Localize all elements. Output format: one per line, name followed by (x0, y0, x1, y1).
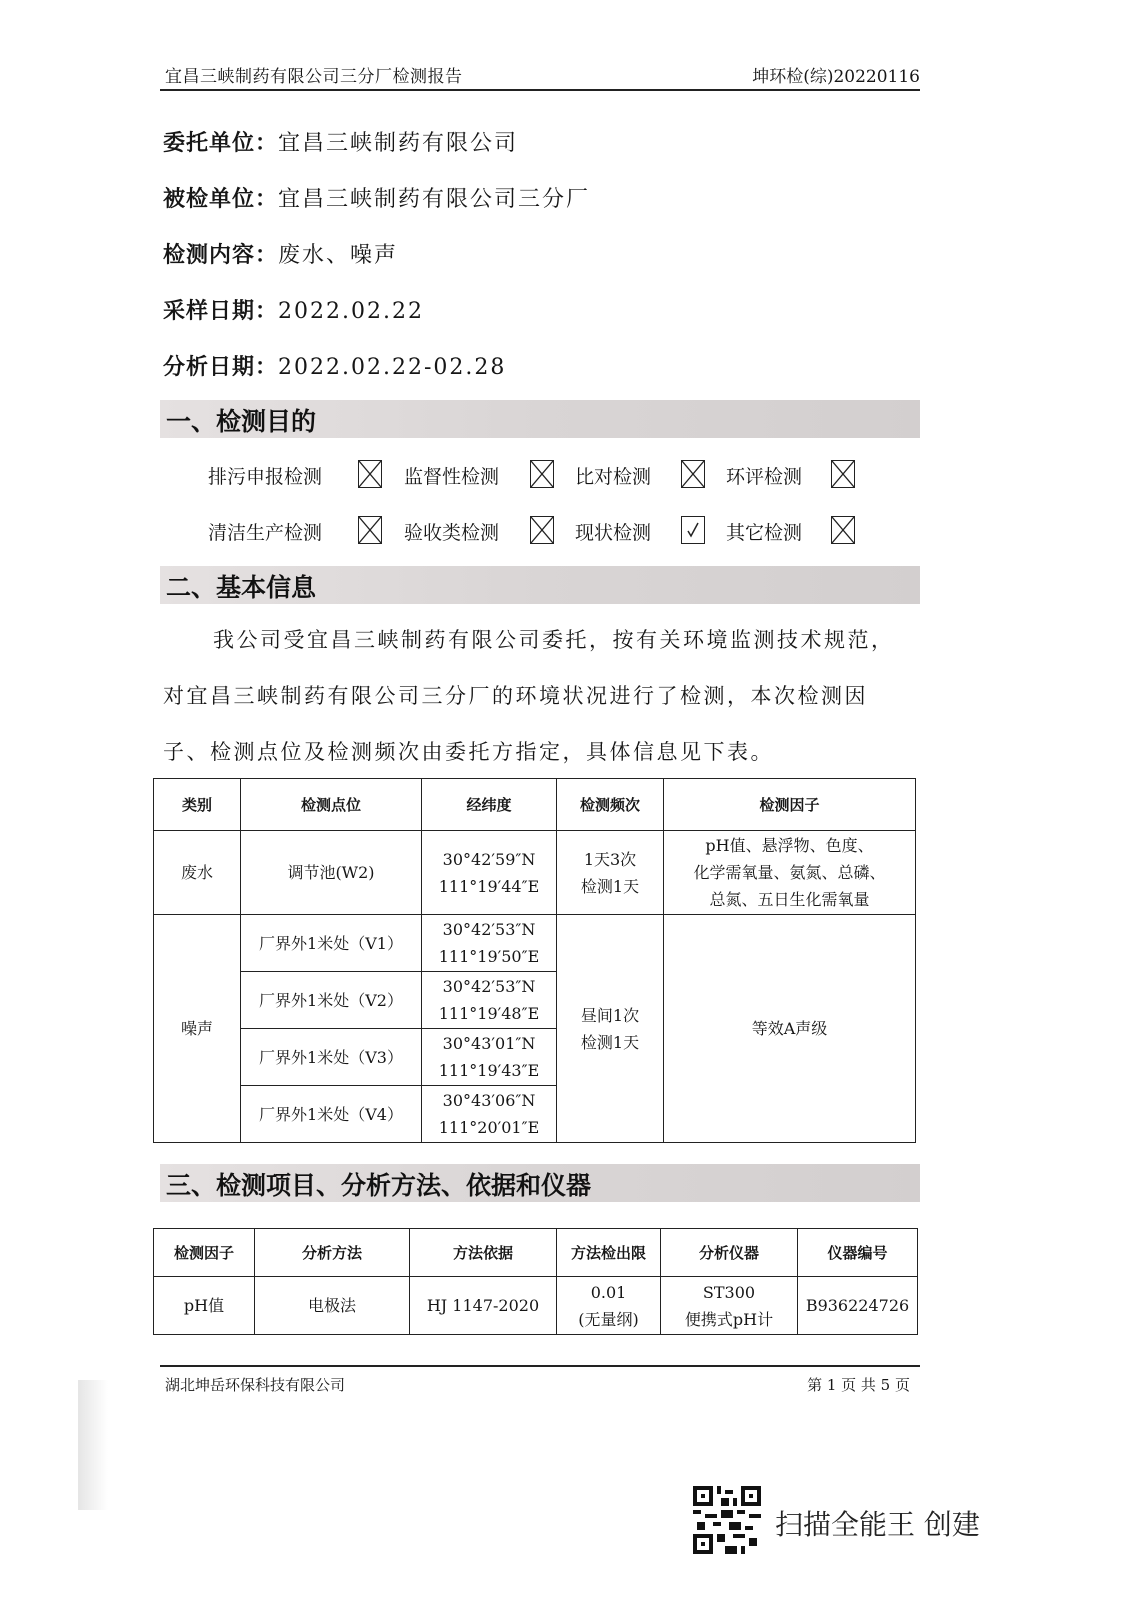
site-cell: 厂界外1米处（V2） (241, 972, 422, 1029)
site-cell: 厂界外1米处（V4） (241, 1086, 422, 1143)
col-instrument: 分析仪器 (661, 1229, 798, 1277)
checkbox-checked-icon[interactable] (681, 516, 705, 544)
purpose-item: 现状检测 (575, 522, 652, 544)
section-2-heading: 二、基本信息 (160, 566, 920, 604)
table-row (154, 831, 916, 915)
purpose-item: 排污申报检测 (208, 466, 323, 488)
coord-cell: 30°42′53″N 111°19′50″E (422, 915, 557, 972)
site-cell: 厂界外1米处（V1） (241, 915, 422, 972)
coord-cell: 30°43′06″N 111°20′01″E (422, 1086, 557, 1143)
footer-company: 湖北坤岳环保科技有限公司 (165, 1376, 346, 1394)
basis-cell: HJ 1147-2020 (410, 1277, 557, 1335)
section-3-heading: 三、检测项目、分析方法、依据和仪器 (160, 1164, 920, 1202)
section-1-heading: 一、检测目的 (160, 400, 920, 438)
category-cell: 噪声 (154, 915, 241, 1143)
site-cell: 厂界外1米处（V3） (241, 1029, 422, 1086)
col-factor: 检测因子 (154, 1229, 255, 1277)
instrument-no-cell: B936224726 (798, 1277, 918, 1335)
coord-cell: 30°43′01″N 111°19′43″E (422, 1029, 557, 1086)
checkbox-crossed-icon[interactable] (358, 516, 382, 544)
purpose-item: 环评检测 (726, 466, 803, 488)
limit-cell: 0.01 (无量纲) (557, 1277, 661, 1335)
frequency-cell: 1天3次 检测1天 (557, 831, 664, 915)
qr-code-icon (693, 1486, 761, 1554)
purpose-item: 监督性检测 (404, 466, 500, 488)
col-basis: 方法依据 (410, 1229, 557, 1277)
scan-shadow (78, 1380, 108, 1510)
frequency-cell: 昼间1次 检测1天 (557, 915, 664, 1143)
checkbox-crossed-icon[interactable] (530, 460, 554, 488)
table-header-row (154, 779, 916, 831)
purpose-item: 其它检测 (726, 522, 803, 544)
info-client: 委托单位：宜昌三峡制药有限公司 (163, 131, 519, 156)
method-cell: 电极法 (255, 1277, 410, 1335)
checkbox-crossed-icon[interactable] (831, 460, 855, 488)
table-header-row (154, 1229, 918, 1277)
info-analysis-date: 分析日期：2022.02.22-02.28 (163, 355, 507, 380)
method-table (153, 1228, 918, 1335)
page-header (165, 60, 920, 88)
site-cell: 调节池(W2) (241, 831, 422, 915)
table-row (154, 915, 916, 972)
category-cell: 废水 (154, 831, 241, 915)
checkbox-crossed-icon[interactable] (358, 460, 382, 488)
factor-cell: pH值 (154, 1277, 255, 1335)
checkbox-crossed-icon[interactable] (530, 516, 554, 544)
purpose-item: 比对检测 (575, 466, 652, 488)
col-category: 类别 (154, 779, 241, 831)
page-number: 第 1 页 共 5 页 (807, 1376, 910, 1394)
factors-cell: 等效A声级 (664, 915, 916, 1143)
info-content: 检测内容：废水、噪声 (163, 243, 399, 268)
header-divider (160, 89, 920, 91)
report-number: 坤环检(综)20220116 (752, 67, 920, 87)
coord-cell: 30°42′59″N 111°19′44″E (422, 831, 557, 915)
footer-divider (160, 1365, 920, 1367)
col-factors: 检测因子 (664, 779, 916, 831)
purpose-item: 清洁生产检测 (208, 522, 323, 544)
monitoring-info-table (153, 778, 916, 1143)
info-sampling-date: 采样日期：2022.02.22 (163, 299, 424, 324)
col-frequency: 检测频次 (557, 779, 664, 831)
purpose-item: 验收类检测 (404, 522, 500, 544)
info-inspected: 被检单位：宜昌三峡制药有限公司三分厂 (163, 187, 591, 212)
col-method: 分析方法 (255, 1229, 410, 1277)
factors-cell: pH值、悬浮物、色度、 化学需氧量、氨氮、总磷、 总氮、五日生化需氧量 (664, 831, 916, 915)
col-limit: 方法检出限 (557, 1229, 661, 1277)
col-coordinates: 经纬度 (422, 779, 557, 831)
table-row (154, 1277, 918, 1335)
intro-paragraph: 我公司受宜昌三峡制药有限公司委托，按有关环境监测技术规范，对宜昌三峡制药有限公司三分厂的环境状况进行了检测，本次检测因子、检测点位及检测频次由委托方指定，具体信息见下表。 (163, 628, 895, 764)
scanner-watermark: 扫描全能王 创建 (775, 1508, 980, 1541)
coord-cell: 30°42′53″N 111°19′48″E (422, 972, 557, 1029)
header-title: 宜昌三峡制药有限公司三分厂检测报告 (165, 67, 463, 87)
checkbox-crossed-icon[interactable] (831, 516, 855, 544)
page-footer (165, 1374, 910, 1395)
checkbox-crossed-icon[interactable] (681, 460, 705, 488)
col-site: 检测点位 (241, 779, 422, 831)
col-instrument-no: 仪器编号 (798, 1229, 918, 1277)
instrument-cell: ST300 便携式pH计 (661, 1277, 798, 1335)
